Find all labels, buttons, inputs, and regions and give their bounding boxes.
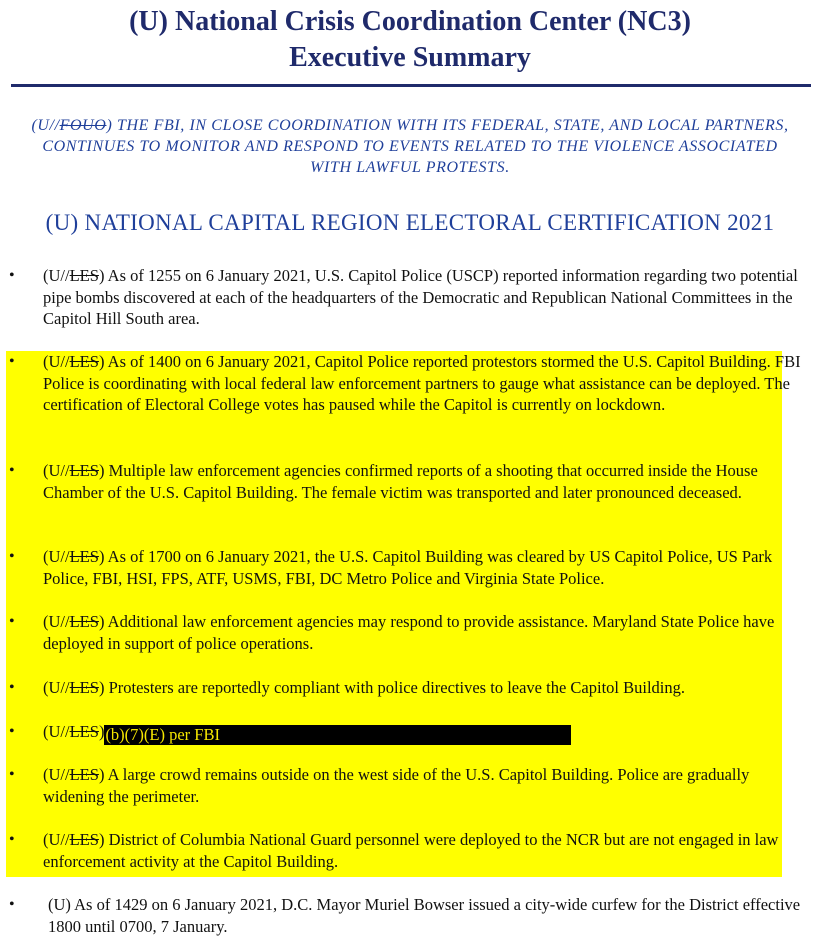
bullet-icon: • [9,462,15,479]
subtitle-text: ) THE FBI, IN CLOSE COORDINATION WITH ITS FEDERAL, STATE, AND LOCAL PARTNERS, CONTINUES TO MONITOR AND RESPOND TO EVENTS RELATED TO THE VIOLENCE ASSOCIATED WITH LAWFUL PROTESTS. [42,117,789,176]
list-item-text: (U) As of 1429 on 6 January 2021, D.C. Mayor Muriel Bowser issued a city-wide curfew for the District effective 1800 until 0700, 7 January. [48,895,801,936]
bullet-icon: • [9,613,15,630]
bullet-icon: • [9,766,15,783]
bullet-icon: • [9,896,15,913]
list-item-text: (U//LES) A large crowd remains outside on the west side of the U.S. Capitol Building. Police are gradually widening the perimeter. [43,765,750,806]
list-item-text: (U//LES) Additional law enforcement agencies may respond to provide assistance. Maryland State Police have deployed in support of police operations. [43,612,775,653]
bullet-icon: • [9,831,15,848]
bullet-icon: • [9,723,15,740]
list-item-text: (U//LES) As of 1700 on 6 January 2021, the U.S. Capitol Building was cleared by US Capitol Police, US Park Police, FBI, HSI, FPS, ATF, USMS, FBI, DC Metro Police and Virginia State Police. [43,547,773,588]
bullet-icon: • [9,548,15,565]
list-item-text: (U//LES) District of Columbia National Guard personnel were deployed to the NCR but are not engaged in law enforcement activity at the Capitol Building. [43,830,779,871]
subtitle-prefix: (U// [31,117,60,134]
classification-statement [20,115,800,178]
title-line-2: Executive Summary [289,42,531,73]
title-line-1: (U) National Crisis Coordination Center (NC3) [129,6,691,37]
bullet-icon: • [9,353,15,370]
bullet-icon: • [9,679,15,696]
list-item-text: (U//LES) As of 1400 on 6 January 2021, Capitol Police reported protestors stormed the U.S. Capitol Building. FBI Police is coordinating with local federal law enforcement partners to gauge what assistance can be deployed. The certification of Electoral College votes has paused while the Capitol is currently on lockdown. [43,352,801,414]
bullet-icon: • [9,267,15,284]
document-title [0,4,820,76]
section-heading: (U) NATIONAL CAPITAL REGION ELECTORAL CERTIFICATION 2021 [45,210,775,235]
list-item-text: (U//LES) Protesters are reportedly compliant with police directives to leave the Capitol Building. [43,678,685,697]
redaction-block: (b)(7)(E) per FBI [104,725,571,745]
list-item-text: (U//LES)(b)(7)(E) per FBI [43,721,813,745]
title-divider [11,84,811,87]
subtitle-struck-marking: FOUO [59,117,107,134]
list-item-text: (U//LES) Multiple law enforcement agencies confirmed reports of a shooting that occurred inside the House Chamber of the U.S. Capitol Building. The female victim was transported and later pronounced deceased. [43,461,758,502]
list-item-text: (U//LES) As of 1255 on 6 January 2021, U.S. Capitol Police (USCP) reported information regarding two potential pipe bombs discovered at each of the headquarters of the Democratic and Republican National Committees in the Capitol Hill South area. [43,266,798,328]
